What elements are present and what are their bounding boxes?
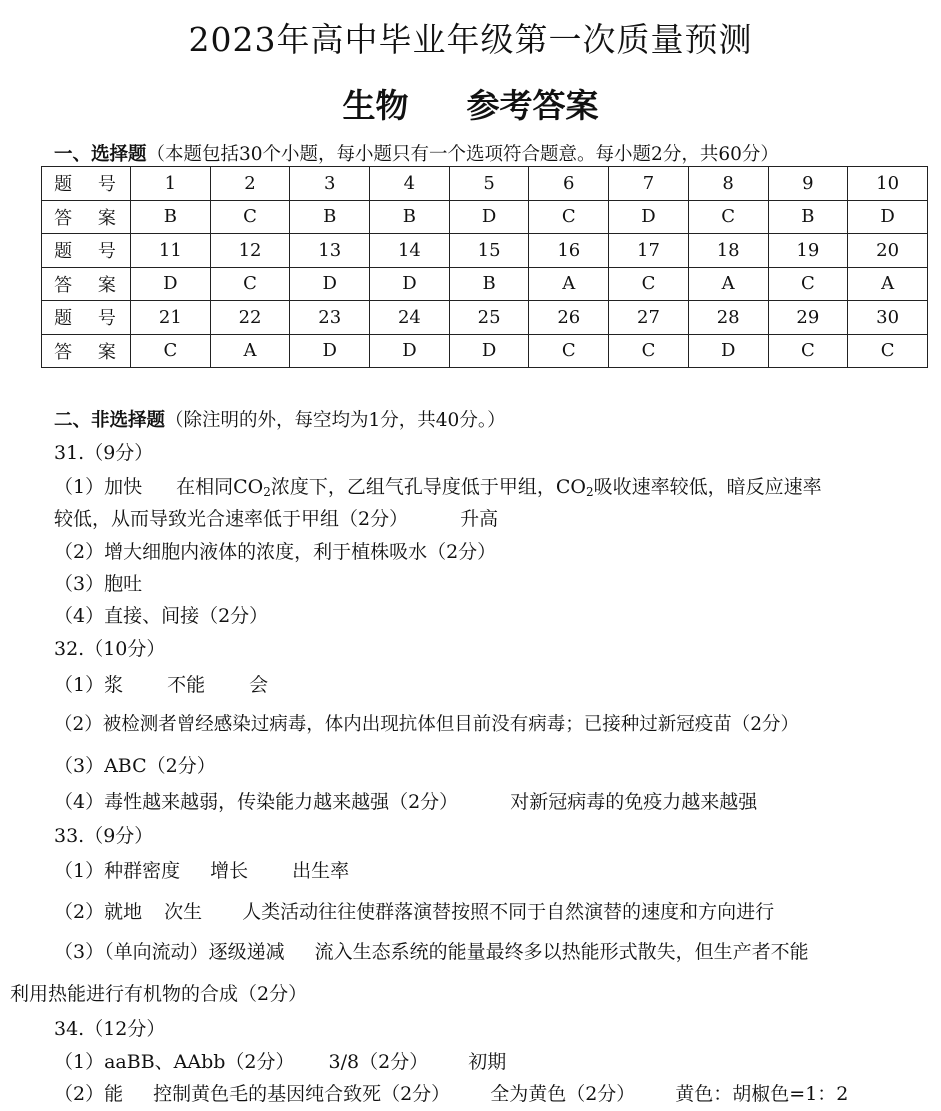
q33-line2	[54, 897, 774, 924]
answer-row	[42, 200, 928, 234]
q33-heading: 33.（9分）	[54, 825, 154, 847]
subject-label: 生物	[342, 86, 409, 125]
question-number-cell: 18	[688, 234, 768, 268]
q34-text-2c: 全为黄色（2分）	[490, 1083, 636, 1105]
answer-cell: B	[449, 267, 529, 301]
answer-cell: D	[370, 334, 450, 368]
question-number-cell: 3	[290, 167, 370, 201]
page-subtitle	[0, 80, 941, 127]
row-label-answer: 答 案	[42, 334, 131, 368]
question-number-cell: 10	[848, 167, 928, 201]
section2-note: （除注明的外，每空均为1分，共40分。）	[165, 410, 506, 431]
question-number-cell: 13	[290, 234, 370, 268]
q32-text-4a: （4）毒性越来越弱，传染能力越来越强（2分）	[54, 791, 459, 813]
q31-line4: （3）胞吐	[54, 573, 143, 595]
q32-heading: 32.（10分）	[54, 638, 166, 660]
answer-cell: B	[768, 200, 848, 234]
answer-cell: A	[529, 267, 609, 301]
answer-cell: C	[529, 200, 609, 234]
q34-text-1b: 3/8（2分）	[328, 1051, 429, 1073]
q32-line3: （3）ABC（2分）	[54, 755, 216, 777]
answer-cell: C	[210, 267, 290, 301]
answer-cell: B	[370, 200, 450, 234]
question-number-cell: 5	[449, 167, 529, 201]
answer-cell: D	[449, 200, 529, 234]
row-label-answer: 答 案	[42, 200, 131, 234]
question-number-cell: 14	[370, 234, 450, 268]
q32-line2: （2）被检测者曾经感染过病毒，体内出现抗体但目前没有病毒；已接种过新冠疫苗（2分）	[54, 714, 800, 735]
question-number-cell: 2	[210, 167, 290, 201]
q33-text-1b: 增长	[210, 860, 249, 882]
q33-text-3a: （3）（单向流动）逐级递减	[54, 941, 285, 963]
q33-text-2a: （2）就地	[54, 901, 143, 923]
answer-table	[41, 166, 928, 368]
section2-header	[54, 406, 506, 432]
question-number-cell: 19	[768, 234, 848, 268]
q33-line4: 利用热能进行有机物的合成（2分）	[10, 983, 308, 1005]
answer-cell: D	[688, 334, 768, 368]
q32-line1	[54, 670, 268, 697]
answer-cell: C	[131, 334, 211, 368]
q34-text-2a: （2）能	[54, 1083, 124, 1105]
q33-text-1a: （1）种群密度	[54, 860, 181, 882]
q31-text-1d: 吸收速率较低，暗反应速率	[593, 476, 822, 498]
question-number-cell: 20	[848, 234, 928, 268]
answer-row	[42, 267, 928, 301]
section2-heading: 二、非选择题	[54, 410, 166, 431]
section1-note: （本题包括30个小题，每小题只有一个选项符合题意。每小题2分，共60分）	[146, 144, 779, 165]
row-label-answer: 答 案	[42, 267, 131, 301]
answer-cell: C	[688, 200, 768, 234]
answer-cell: B	[131, 200, 211, 234]
answer-cell: C	[768, 267, 848, 301]
answer-cell: C	[609, 334, 689, 368]
question-number-cell: 7	[609, 167, 689, 201]
q31-answer-1: （1）加快	[54, 476, 143, 498]
question-number-cell: 22	[210, 301, 290, 335]
question-number-row	[42, 301, 928, 335]
question-number-cell: 24	[370, 301, 450, 335]
answer-cell: D	[131, 267, 211, 301]
answer-cell: C	[609, 267, 689, 301]
q31-heading: 31.（9分）	[54, 442, 154, 464]
page-title: 2023年高中毕业年级第一次质量预测	[188, 20, 753, 59]
answer-cell: A	[210, 334, 290, 368]
q33-text-2c: 人类活动往往使群落演替按照不同于自然演替的速度和方向进行	[242, 901, 775, 923]
q33-line1	[54, 856, 349, 883]
answer-cell: C	[768, 334, 848, 368]
q31-text-1b: 在相同CO	[176, 476, 264, 498]
row-label-question: 题 号	[42, 234, 131, 268]
q31-line1	[54, 472, 822, 499]
q33-text-1c: 出生率	[292, 860, 350, 882]
answer-cell: D	[449, 334, 529, 368]
q31-text-2b: 升高	[460, 508, 499, 530]
row-label-question: 题 号	[42, 167, 131, 201]
answer-cell: C	[210, 200, 290, 234]
co2-subscript: 2	[263, 485, 271, 499]
answer-cell: D	[609, 200, 689, 234]
answer-key-label: 参考答案	[466, 86, 599, 125]
q33-text-2b: 次生	[164, 901, 203, 923]
q32-text-1b: 不能	[167, 674, 206, 696]
q31-line2	[54, 504, 498, 531]
q33-text-3b: 流入生态系统的能量最终多以热能形式散失，但生产者不能	[314, 941, 809, 963]
q32-line4	[54, 787, 757, 814]
q34-line1	[54, 1047, 506, 1074]
question-number-cell: 23	[290, 301, 370, 335]
question-number-cell: 21	[131, 301, 211, 335]
question-number-cell: 11	[131, 234, 211, 268]
question-number-cell: 28	[688, 301, 768, 335]
q31-line3: （2）增大细胞内液体的浓度，利于植株吸水（2分）	[54, 541, 497, 563]
q34-line2	[54, 1079, 848, 1106]
question-number-cell: 6	[529, 167, 609, 201]
question-number-cell: 8	[688, 167, 768, 201]
answer-cell: B	[290, 200, 370, 234]
q31-text-2a: 较低，从而导致光合速率低于甲组（2分）	[54, 508, 409, 530]
q34-text-1c: 初期	[468, 1051, 507, 1073]
answer-cell: D	[290, 267, 370, 301]
q31-line5: （4）直接、间接（2分）	[54, 605, 269, 627]
q31-text-1c: 浓度下，乙组气孔导度低于甲组，CO	[270, 476, 586, 498]
question-number-cell: 25	[449, 301, 529, 335]
q32-text-4b: 对新冠病毒的免疫力越来越强	[510, 791, 758, 813]
question-number-cell: 16	[529, 234, 609, 268]
answer-cell: D	[370, 267, 450, 301]
q32-text-1c: 会	[249, 674, 269, 696]
q34-text-2b: 控制黄色毛的基因纯合致死（2分）	[153, 1083, 451, 1105]
question-number-cell: 9	[768, 167, 848, 201]
question-number-cell: 27	[609, 301, 689, 335]
q34-text-1a: （1）aaBB、AAbb（2分）	[54, 1051, 295, 1073]
section1-heading: 一、选择题	[54, 144, 147, 165]
q34-heading: 34.（12分）	[54, 1018, 166, 1040]
question-number-cell: 15	[449, 234, 529, 268]
co2-subscript: 2	[585, 485, 594, 499]
question-number-cell: 12	[210, 234, 290, 268]
row-label-question: 题 号	[42, 301, 131, 335]
answer-cell: C	[529, 334, 609, 368]
answer-cell: D	[848, 200, 928, 234]
answer-cell: C	[848, 334, 928, 368]
answer-cell: D	[290, 334, 370, 368]
question-number-cell: 4	[370, 167, 450, 201]
q34-text-2d: 黄色：胡椒色=1：2	[675, 1083, 849, 1105]
answer-row	[42, 334, 928, 368]
question-number-cell: 29	[768, 301, 848, 335]
section1-header	[54, 140, 779, 166]
question-number-cell: 1	[131, 167, 211, 201]
question-number-cell: 26	[529, 301, 609, 335]
question-number-cell: 17	[609, 234, 689, 268]
q32-text-1a: （1）浆	[54, 674, 124, 696]
question-number-row	[42, 234, 928, 268]
answer-cell: A	[688, 267, 768, 301]
answer-cell: A	[848, 267, 928, 301]
q33-line3	[54, 937, 809, 964]
question-number-cell: 30	[848, 301, 928, 335]
question-number-row	[42, 167, 928, 201]
